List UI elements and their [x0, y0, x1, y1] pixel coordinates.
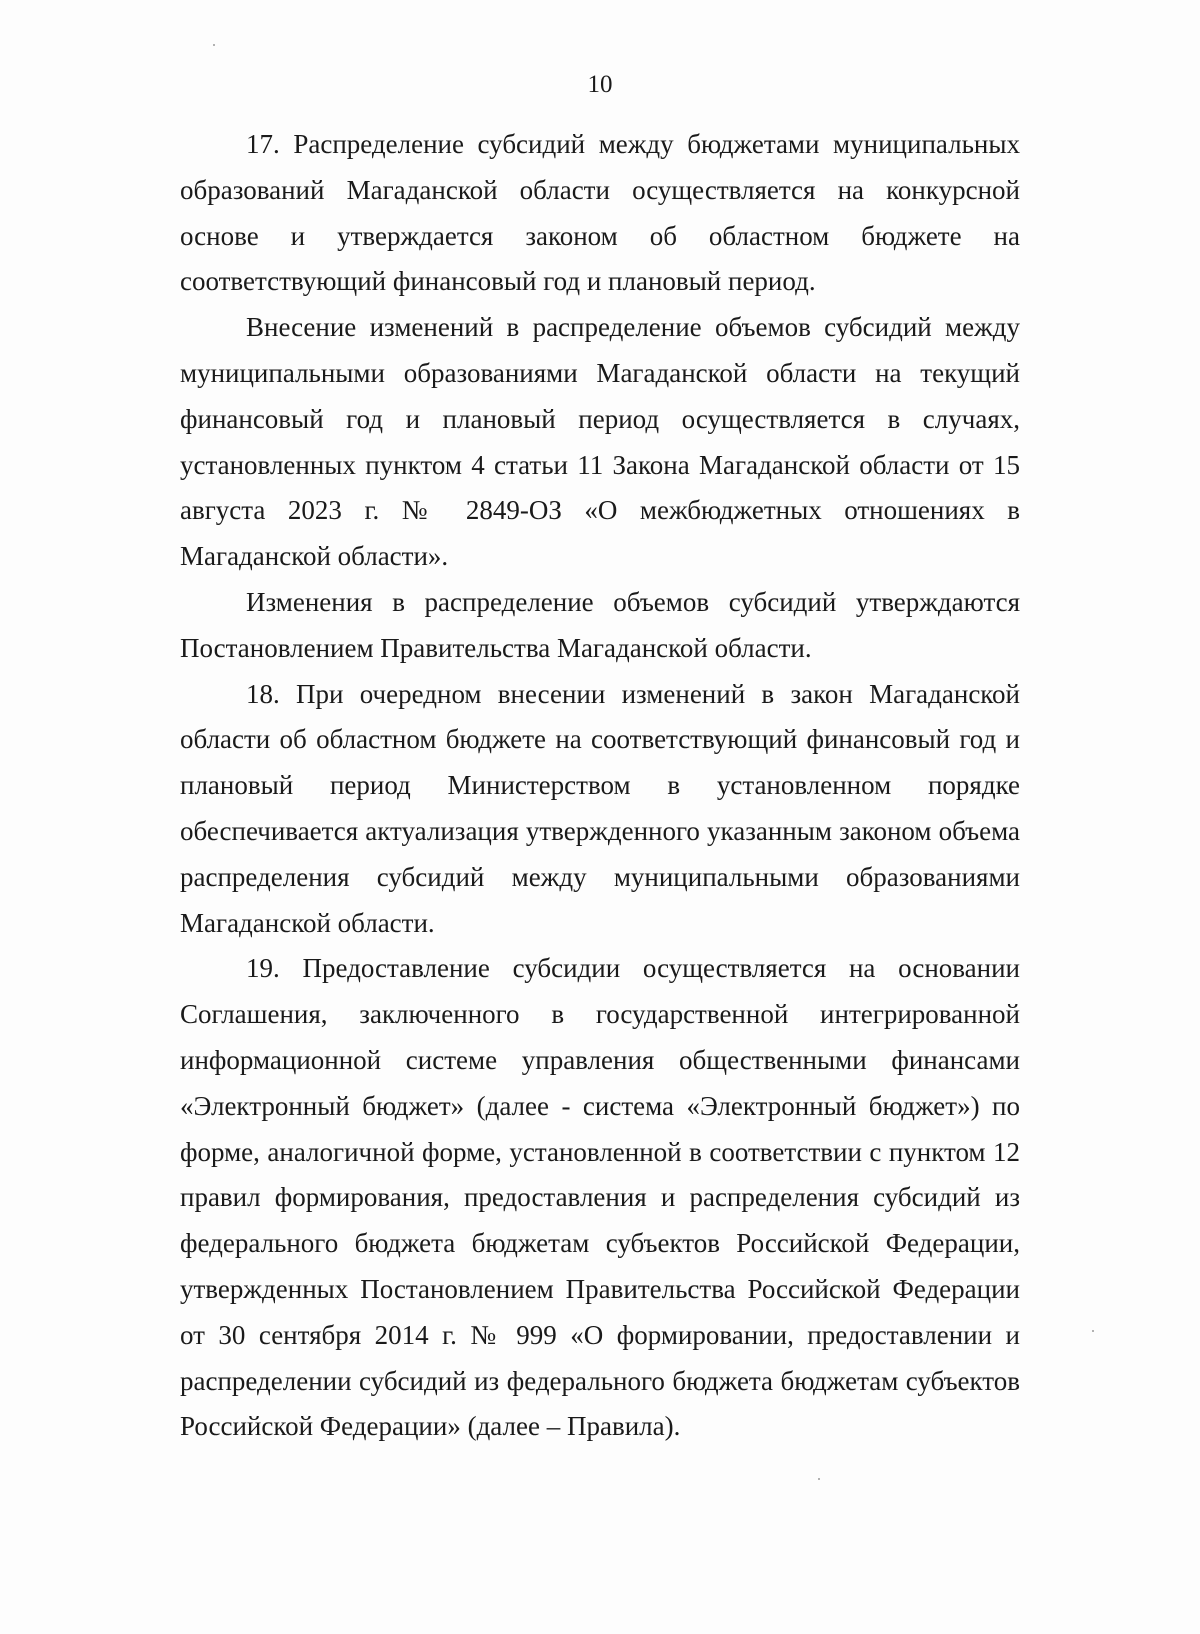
- scan-speck: [1092, 1330, 1094, 1332]
- scan-speck: [818, 1478, 820, 1480]
- document-body: [180, 122, 1020, 1450]
- paragraph-17: 17. Распределение субсидий между бюджетами муниципальных образований Магаданской области осуществляется на конкурсной основе и утверждается законом об областном бюджете на соответствующий финансовый год и плановый период.: [180, 129, 1020, 297]
- paragraph-17-approval: Изменения в распределение объемов субсидий утверждаются Постановлением Правительства Магаданской области.: [180, 586, 1020, 663]
- paragraph-18: 18. При очередном внесении изменений в закон Магаданской области об областном бюджете на соответствующий финансовый год и плановый период Министерством в установленном порядке обеспечивается актуализация утвержденного указанным законом объема распределения субсидий между муниципальными образованиями Магаданской области.: [180, 678, 1020, 938]
- page-number: 10: [587, 71, 613, 98]
- scan-speck: [213, 44, 215, 46]
- paragraph-19: 19. Предоставление субсидии осуществляется на основании Соглашения, заключенного в государственной интегрированной информационной системе управления общественными финансами «Электронный бюджет» (далее - система «Электронный бюджет») по форме, аналогичной форме, установленной в соответствии с пунктом 12 правил формирования, предоставления и распределения субсидий из федерального бюджета бюджетам субъектов Российской Федерации, утвержденных Постановлением Правительства Российской Федерации от 30 сентября 2014 г. № 999 «О формировании, предоставлении и распределении субсидий из федерального бюджета бюджетам субъектов Российской Федерации» (далее – Правила).: [180, 953, 1020, 1442]
- paragraph-17-amendments: Внесение изменений в распределение объемов субсидий между муниципальными образованиями Магаданской области на текущий финансовый год и плановый период осуществляется в случаях, установленных пунктом 4 статьи 11 Закона Магаданской области от 15 августа 2023 г. № 2849-ОЗ «О межбюджетных отношениях в Магаданской области».: [180, 312, 1020, 572]
